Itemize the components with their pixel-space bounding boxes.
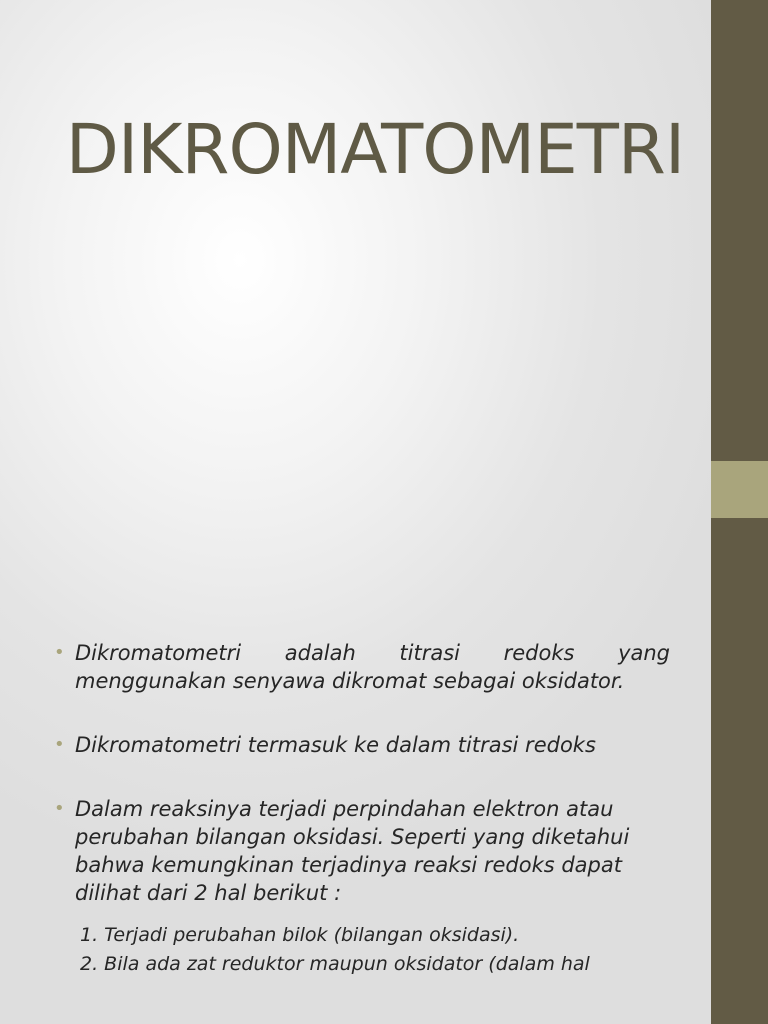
numbered-item: 2. Bila ada zat reduktor maupun oksidator (dalam hal <box>80 953 590 975</box>
numbered-list <box>54 921 670 979</box>
bullet-dot-icon: • <box>54 642 65 663</box>
slide-title: DIKROMATOMETRI <box>65 110 685 190</box>
bullet-dot-icon: • <box>54 798 65 819</box>
bullet-text: Dikromatometri termasuk ke dalam titrasi redoks <box>75 733 596 757</box>
side-bar-accent <box>711 461 768 518</box>
bullet-item <box>54 731 670 759</box>
bullet-item <box>54 795 670 907</box>
bullet-item <box>54 639 670 695</box>
bullet-dot-icon: • <box>54 734 65 755</box>
bullet-text: Dalam reaksinya terjadi perpindahan elektron atau perubahan bilangan oksidasi. Seperti yang diketahui bahwa kemungkinan terjadinya reaksi redoks dapat dilihat dari 2 hal berikut : <box>75 797 630 905</box>
numbered-item: 1. Terjadi perubahan bilok (bilangan oksidasi). <box>80 924 520 946</box>
bullet-text: Dikromatometri adalah titrasi redoks yang menggunakan senyawa dikromat sebagai oksidator. <box>75 641 670 693</box>
slide-content <box>54 639 670 979</box>
